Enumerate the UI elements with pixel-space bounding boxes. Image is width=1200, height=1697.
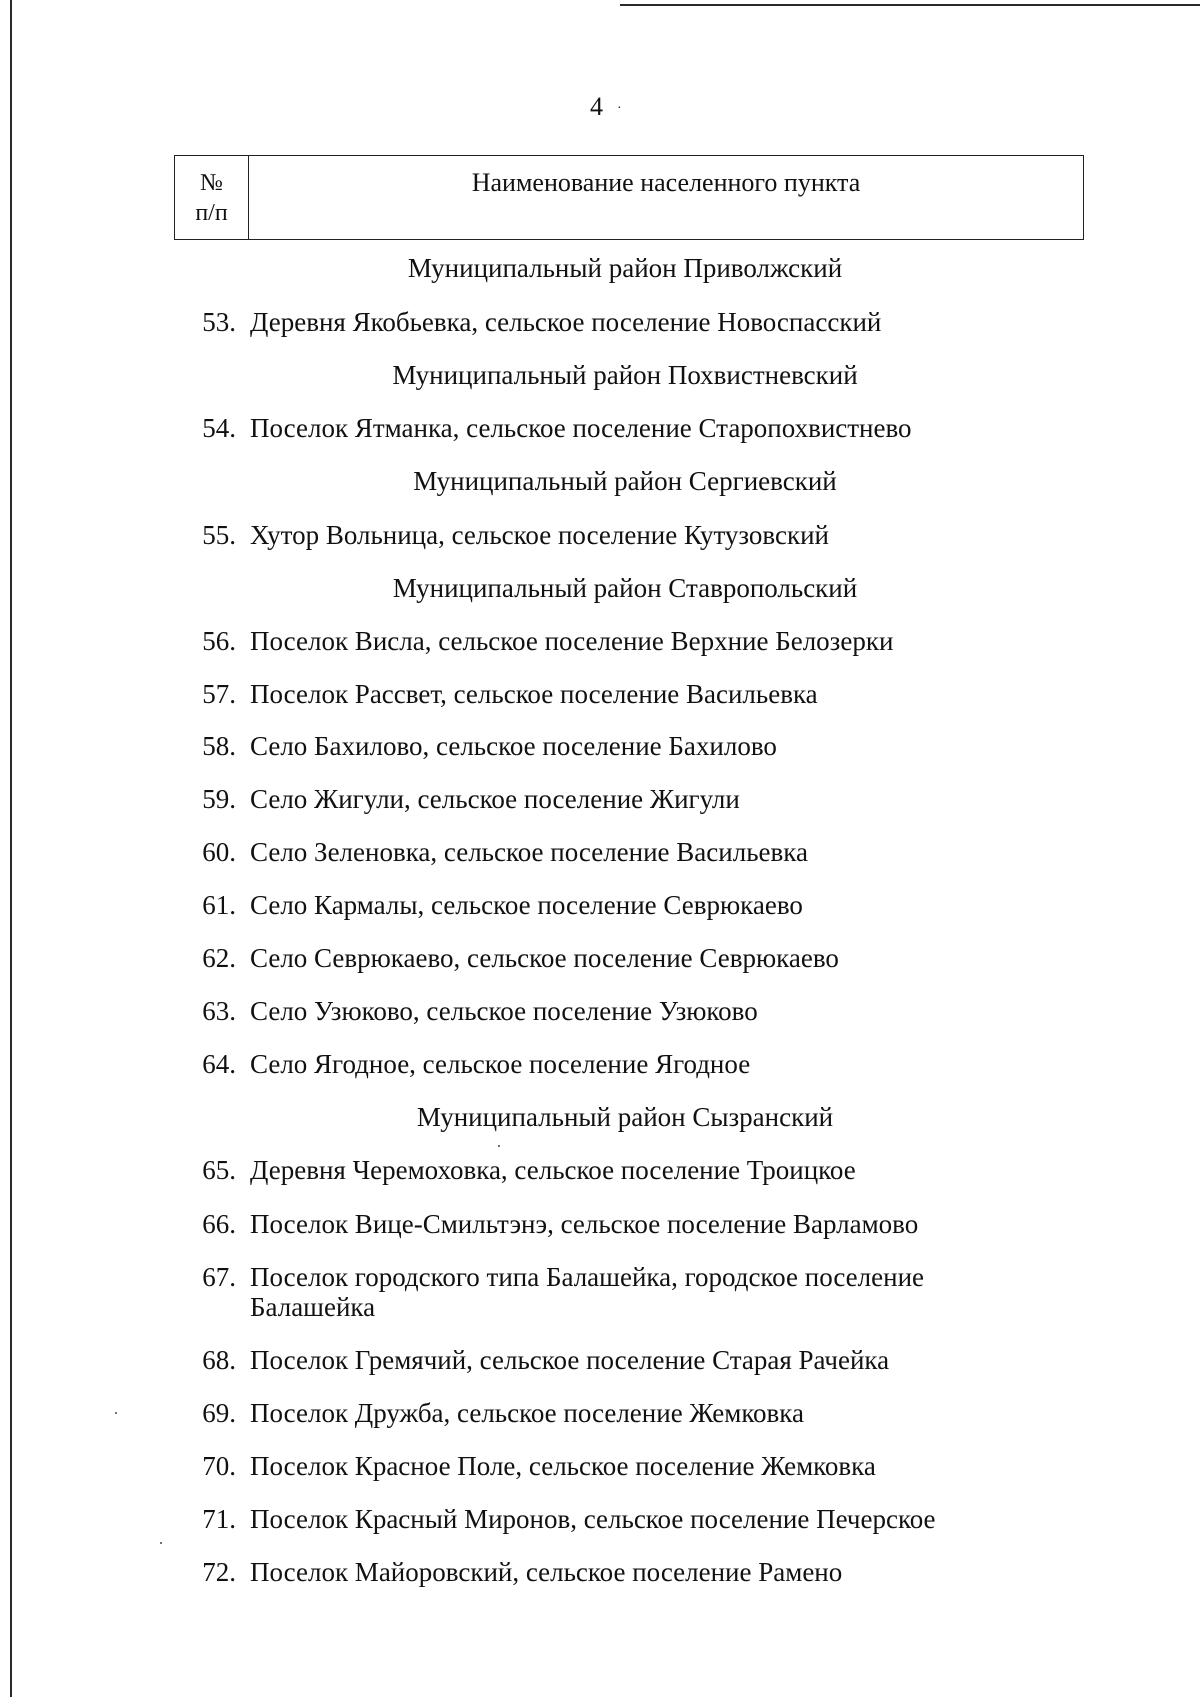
district-heading: Муниципальный район Похвистневский [392, 360, 858, 390]
list-item-number: 55. [202, 520, 236, 550]
list-item-name: Село Узюково, сельское поселение Узюково [250, 996, 758, 1026]
list-item-number: 56. [202, 626, 236, 656]
list-item-name: Поселок Вице-Смильтэнэ, сельское поселение Варламово [250, 1209, 919, 1239]
list-item-number: 67. [202, 1262, 236, 1292]
list-item-name: Село Севрюкаево, сельское поселение Севрюкаево [250, 943, 839, 973]
list-item-number: 66. [202, 1209, 236, 1239]
list-item-name: Поселок Майоровский, сельское поселение Рамено [250, 1557, 843, 1587]
list-item-number: 58. [202, 731, 236, 761]
list-item-name: Деревня Якобьевка, сельское поселение Новоспасский [250, 307, 882, 337]
list-item-name: Село Жигули, сельское поселение Жигули [250, 784, 740, 814]
column-header-number-line1: № [200, 169, 223, 196]
list-item-number: 69. [202, 1398, 236, 1428]
district-heading: Муниципальный район Сергиевский [413, 466, 837, 496]
column-header-number-line2: п/п [195, 199, 228, 226]
list-item-number: 57. [202, 679, 236, 709]
list-item-number: 63. [202, 996, 236, 1026]
list-item-name: Село Зеленовка, сельское поселение Васильевка [250, 837, 808, 867]
list-item-name: Деревня Черемоховка, сельское поселение Троицкое [250, 1155, 856, 1185]
list-item-name: Поселок Ятманка, сельское поселение Старопохвистнево [250, 413, 912, 443]
list-item-name: Поселок Красное Поле, сельское поселение Жемковка [250, 1451, 876, 1481]
list-item-name: Поселок Дружба, сельское поселение Жемковка [250, 1398, 805, 1428]
list-item-number: 72. [202, 1557, 236, 1587]
page-mark: · [617, 101, 622, 117]
list-item-number: 53. [202, 307, 236, 337]
list-item-number: 61. [202, 890, 236, 920]
district-heading: Муниципальный район Сызранский [416, 1102, 834, 1132]
table-header [174, 155, 1084, 240]
page-number-value: 4 [590, 92, 603, 121]
list-item-number: 71. [202, 1504, 236, 1534]
column-header-name-label: Наименование населенного пункта [471, 168, 861, 197]
list-item-name: Село Ягодное, сельское поселение Ягодное [250, 1049, 751, 1079]
list-item-number: 60. [202, 837, 236, 867]
list-item-number: 68. [202, 1345, 236, 1375]
page-number [590, 92, 622, 124]
scan-top-edge [620, 4, 1200, 6]
list-item-number: 59. [202, 784, 236, 814]
list-item-name: Поселок городского типа Балашейка, городское поселение Балашейка [250, 1262, 924, 1322]
list-item-number: 54. [202, 413, 236, 443]
list-item-name: Село Бахилово, сельское поселение Бахилово [250, 731, 777, 761]
column-header-number [174, 156, 249, 239]
list-item-number: 64. [202, 1049, 236, 1079]
column-header-name [249, 156, 1083, 239]
list-item-name: Поселок Красный Миронов, сельское поселение Печерское [250, 1504, 936, 1534]
district-heading: Муниципальный район Приволжский [407, 253, 843, 283]
list-item-name: Хутор Вольница, сельское поселение Кутузовский [250, 520, 829, 550]
list-item-name: Поселок Гремячий, сельское поселение Старая Рачейка [250, 1345, 890, 1375]
scan-speck [115, 1412, 117, 1414]
list-item-name: Село Кармалы, сельское поселение Севрюкаево [250, 890, 803, 920]
scan-speck [498, 1145, 500, 1147]
list-item-number: 65. [202, 1155, 236, 1185]
list-item-number: 62. [202, 943, 236, 973]
list-item-name: Поселок Рассвет, сельское поселение Васильевка [250, 679, 818, 709]
district-heading: Муниципальный район Ставропольский [392, 573, 858, 603]
list-item-number: 70. [202, 1451, 236, 1481]
list-item-name: Поселок Висла, сельское поселение Верхние Белозерки [250, 626, 894, 656]
scan-speck [160, 1542, 162, 1544]
